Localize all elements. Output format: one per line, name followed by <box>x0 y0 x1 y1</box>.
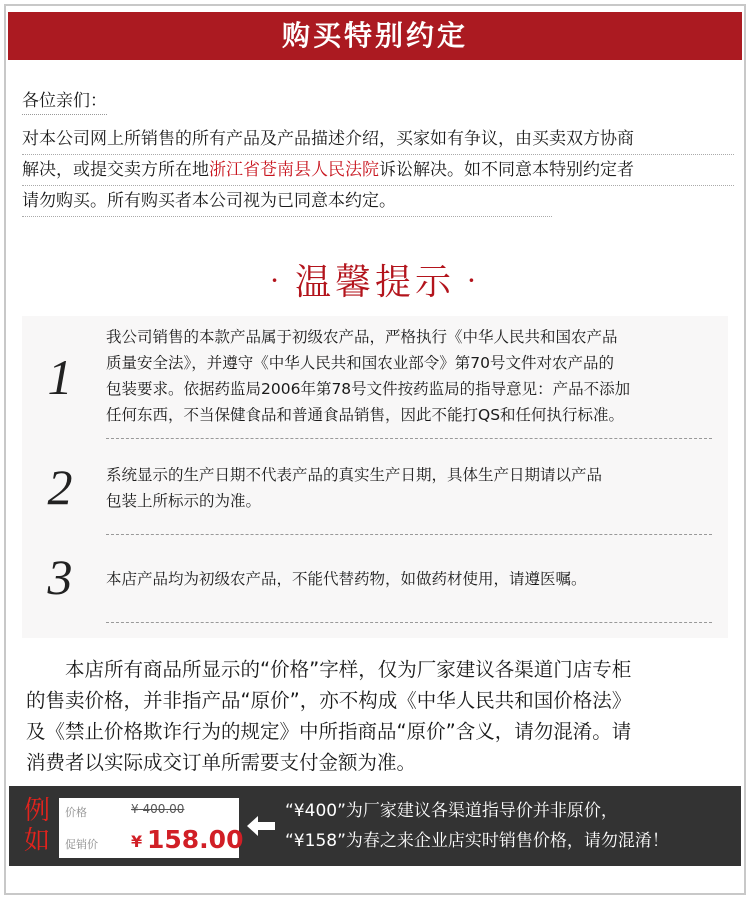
tip-text <box>106 324 712 428</box>
special-agreement-text <box>22 124 734 217</box>
tip-text <box>106 462 712 514</box>
price-notice-line: 及《禁止价格欺诈行为的规定》中所指商品“原价”含义，请勿混淆。请 <box>26 720 632 743</box>
warm-tips-title: 温馨提示 <box>294 262 455 303</box>
tip-line: 质量安全法》，并遵守《中华人民共和国农业部令》第70号文件对农产品的 <box>106 354 614 372</box>
example-desc-line-2: “¥158”为春之来企业店实时销售价格，请勿混淆！ <box>285 831 669 851</box>
example-desc-line-1: “¥400”为厂家建议各渠道指导价并非原价， <box>285 801 618 821</box>
price-notice-line: 的售卖价格，并非指产品“原价”，亦不构成《中华人民共和国价格法》 <box>26 689 632 712</box>
heading-dot-right: · <box>467 264 480 297</box>
page-frame <box>4 4 746 895</box>
warm-tips-heading <box>6 254 744 305</box>
price-card <box>59 798 244 858</box>
tip-number: 1 <box>47 349 73 405</box>
price-notice-line: 本店所有商品所显示的“价格”字样，仅为厂家建议各渠道门店专柜 <box>26 658 632 681</box>
example-description <box>285 796 737 856</box>
tip-line: 系统显示的生产日期不代表产品的真实生产日期，具体生产日期请以产品 <box>106 466 603 484</box>
tip-line: 包装上所标示的为准。 <box>106 492 262 510</box>
price-example-box <box>9 786 741 866</box>
tip-number: 2 <box>47 459 73 515</box>
tip-divider <box>106 534 712 535</box>
original-price: ¥ 400.00 <box>131 802 185 816</box>
heading-dot-left: · <box>270 264 283 297</box>
promo-currency: ¥ <box>131 832 143 851</box>
tip-text <box>106 566 712 592</box>
tip-line: 任何东西，不当保健食品和普通食品销售，因此不能打QS和任何执行标准。 <box>106 406 625 424</box>
tip-line: 本店产品均为初级农产品，不能代替药物，如做药材使用，请遵医嘱。 <box>106 570 587 588</box>
tip-number: 3 <box>47 549 73 605</box>
example-label-line-2: 如 <box>23 826 50 856</box>
notice-line-3: 请勿购买。所有购买者本公司视为已同意本约定。 <box>22 186 552 217</box>
price-label: 价格 <box>65 806 87 819</box>
tip-line: 包装要求。依据药监局2006年第78号文件按药监局的指导意见：产品不添加 <box>106 380 631 398</box>
notice-line-1: 对本公司网上所销售的所有产品及产品描述介绍，买家如有争议，由买卖双方协商 <box>22 124 734 155</box>
price-notice-paragraph <box>26 654 736 778</box>
notice-line-2 <box>22 155 734 186</box>
greeting: 各位亲们： <box>22 86 107 115</box>
notice-line-2-start: 解决，或提交卖方所在地 <box>22 160 209 180</box>
tip-line: 我公司销售的本款产品属于初级农产品，严格执行《中华人民共和国农产品 <box>106 328 618 346</box>
tip-divider <box>106 622 712 623</box>
price-notice-line: 消费者以实际成交订单所需要支付金额为准。 <box>26 751 417 774</box>
promo-price: 158.00 <box>147 825 244 854</box>
arrow-left-icon <box>247 816 275 836</box>
notice-line-2-end: 诉讼解决。如不同意本特别约定者 <box>379 160 634 180</box>
tips-panel <box>22 316 728 638</box>
example-label <box>19 796 55 856</box>
page-title-banner: 购买特别约定 <box>8 12 742 60</box>
tip-divider <box>106 438 712 439</box>
promo-price-label: 促销价 <box>65 838 98 851</box>
example-label-line-1: 例 <box>23 796 50 826</box>
court-name: 浙江省苍南县人民法院 <box>209 160 379 180</box>
